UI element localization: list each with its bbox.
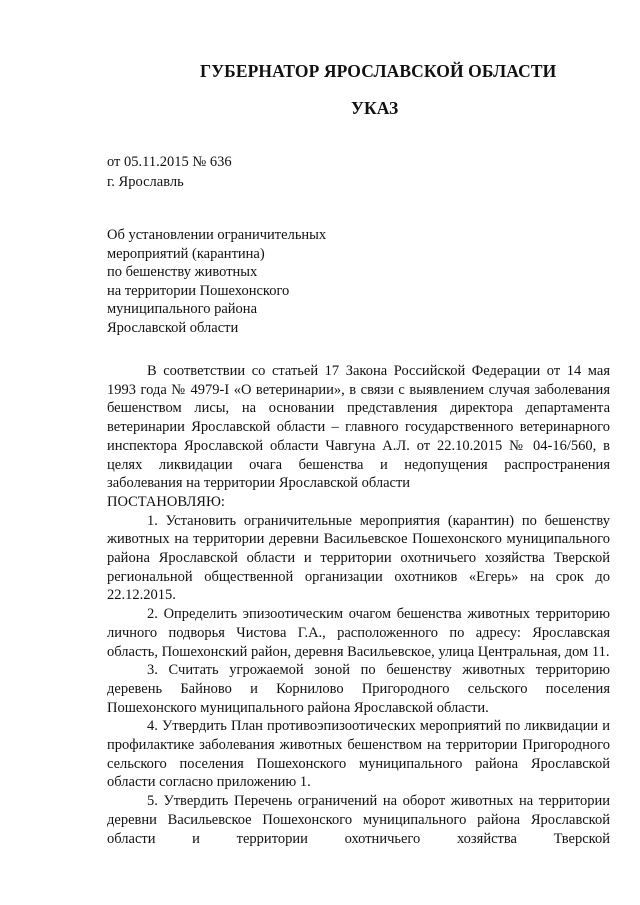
document-meta bbox=[107, 152, 232, 192]
decree-item-5: 5. Утвердить Перечень ограничений на оборот животных на территории деревни Васильевское Пошехонского муниципального района Ярославской области и территории охотничьего хозяйства Тверской bbox=[107, 793, 610, 847]
city: г. Ярославль bbox=[107, 174, 184, 190]
document-subject bbox=[107, 226, 407, 337]
decree-item-3: 3. Считать угрожаемой зоной по бешенству животных территорию деревень Байново и Корнилово Пригородного сельского поселения Пошехонского муниципального района Ярославской области. bbox=[107, 662, 610, 716]
document-body bbox=[107, 362, 610, 848]
preamble-paragraph: В соответствии со статьей 17 Закона Российской Федерации от 14 мая 1993 года № 4979-I «О ветеринарии», в связи с выявлением случая заболевания бешенством лисы, на основании представления директора департамента ветеринарии Ярославской области – главного государственного ветеринарного инспектора Ярославской области Чавгуна А.Л. от 22.10.2015 № 04-16/560, в целях ликвидации очага бешенства и недопущения распространения заболевания на территории Ярославской области bbox=[107, 363, 610, 492]
subject-line: Ярославской области bbox=[107, 319, 239, 336]
document-type: УКАЗ bbox=[351, 98, 399, 118]
decree-item-1: 1. Установить ограничительные мероприятия (карантин) по бешенству животных на территории деревни Васильевское Пошехонского муниципального района Ярославской области и территории охотничьего хозяйства Тверской региональной общественной организации охотников «Егерь» на срок до 22.12.2015. bbox=[107, 512, 610, 604]
subject-line: на территории Пошехонского bbox=[107, 282, 290, 299]
subject-line: муниципального района bbox=[107, 301, 257, 317]
date-number: от 05.11.2015 № 636 bbox=[107, 154, 232, 170]
subject-line: мероприятий (карантина) bbox=[107, 245, 265, 262]
subject-line: по бешенству животных bbox=[107, 264, 258, 280]
subject-line: Об установлении ограничительных bbox=[107, 227, 327, 243]
decree-item-2: 2. Определить эпизоотическим очагом бешенства животных территорию личного подворья Чистова Г.А., расположенного по адресу: Ярославская область, Пошехонский район, деревня Васильевское, улица Центральная, дом 11. bbox=[107, 606, 610, 660]
page-title: ГУБЕРНАТОР ЯРОСЛАВСКОЙ ОБЛАСТИ bbox=[200, 61, 557, 81]
resolve-heading: ПОСТАНОВЛЯЮ: bbox=[107, 493, 225, 510]
decree-item-4: 4. Утвердить План противоэпизоотических мероприятий по ликвидации и профилактике заболевания животных бешенством на территории Пригородного сельского поселения Пошехонского муниципального района Ярославской области согласно приложению 1. bbox=[107, 718, 610, 791]
